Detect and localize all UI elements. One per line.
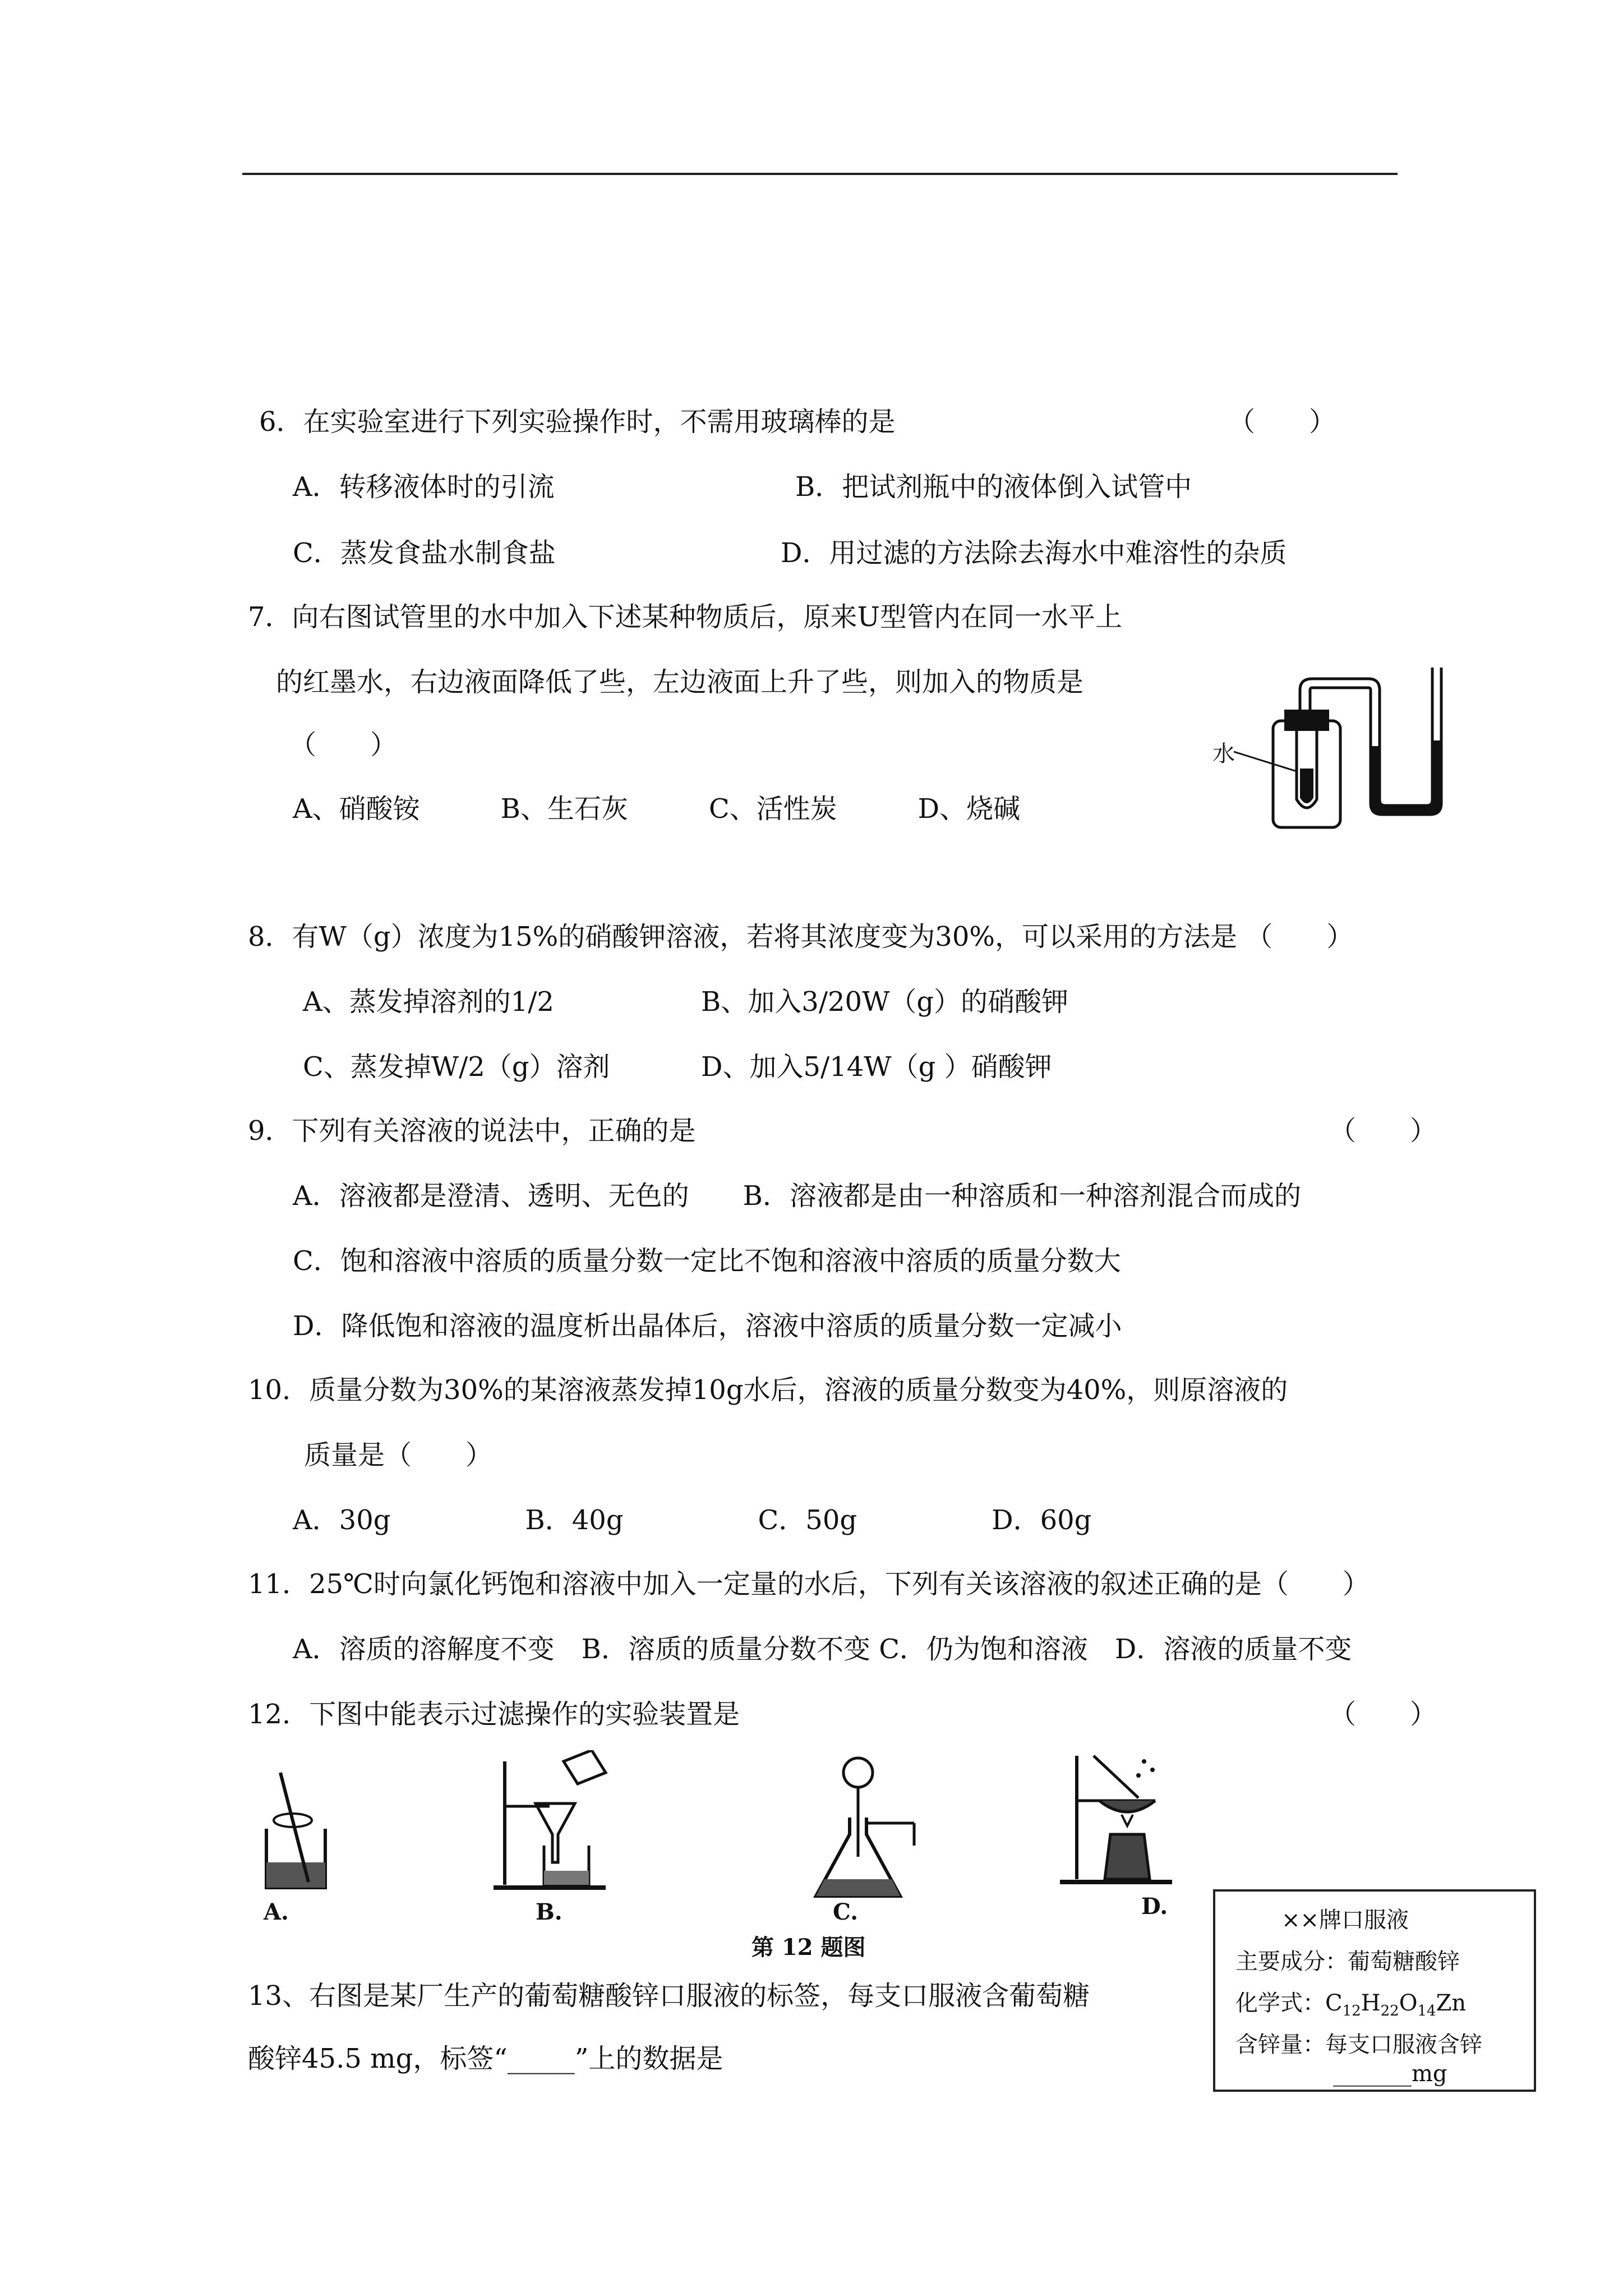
q6-option-c: C．蒸发食盐水制食盐: [293, 537, 556, 569]
q12-figure-label-d: D.: [1141, 1893, 1168, 1920]
q9-stem: 9．下列有关溶液的说法中，正确的是: [248, 1115, 696, 1147]
q13-stem-line2: 酸锌45.5 mg，标签“_____”上的数据是: [248, 2043, 723, 2074]
q12-figure-a-beaker-stirring: [252, 1767, 342, 1896]
label-chemical-formula: $C_{12}H_{22}O_{14}Zn$: [1325, 1990, 1467, 2019]
q12-figure-d-evaporation-setup: [1060, 1745, 1195, 1902]
oral-liquid-label-box: [1213, 1889, 1536, 2092]
header-rule: [242, 173, 1398, 175]
label-title: ××牌口服液: [1281, 1907, 1409, 1933]
q6-stem: 6．在实验室进行下列实验操作时，不需用玻璃棒的是: [259, 406, 896, 438]
q9-answer-bracket: （ ）: [1329, 1115, 1437, 1147]
q10-options: A．30g B．40g C．50g D．60g: [293, 1504, 1092, 1536]
q8-option-c: C、蒸发掉W/2（g）溶剂: [303, 1051, 610, 1083]
q12-figure-label-b: B.: [536, 1899, 562, 1925]
q12-stem: 12．下图中能表示过滤操作的实验装置是: [248, 1699, 740, 1730]
q8-option-a: A、蒸发掉溶剂的1/2: [303, 986, 554, 1018]
q6-option-a: A．转移液体时的引流: [293, 471, 555, 503]
q12-figure-c-flask-with-funnel: [808, 1750, 931, 1913]
label-formula-prefix: 化学式：: [1235, 1990, 1325, 2016]
q11-options: A．溶质的溶解度不变 B．溶质的质量分数不变 C．仍为饱和溶液 D．溶液的质量不变: [293, 1634, 1352, 1665]
q12-figure-caption: 第 12 题图: [751, 1934, 866, 1961]
q9-option-c: C．饱和溶液中溶质的质量分数一定比不饱和溶液中溶质的质量分数大: [293, 1245, 1121, 1277]
q7-stem-line2: 的红墨水，右边液面降低了些，左边液面上升了些，则加入的物质是: [276, 666, 1084, 698]
q6-option-b: B．把试剂瓶中的液体倒入试管中: [795, 471, 1192, 503]
q10-stem-line2: 质量是（ ）: [304, 1439, 493, 1471]
q12-answer-bracket: （ ）: [1329, 1699, 1437, 1730]
label-ingredient: 主要成分：葡萄糖酸锌: [1235, 1949, 1460, 1975]
q6-answer-bracket: （ ）: [1228, 406, 1336, 438]
q12-figure-b-filtration-setup: [494, 1750, 628, 1902]
q7-u-tube-apparatus-figure: [1200, 656, 1464, 836]
q7-answer-bracket: （ ）: [289, 729, 398, 761]
q10-stem-line1: 10．质量分数为30%的某溶液蒸发掉10g水后，溶液的质量分数变为40%，则原溶液的: [248, 1374, 1288, 1406]
q6-option-d: D．用过滤的方法除去海水中难溶性的杂质: [781, 537, 1287, 569]
q8-option-d: D、加入5/14W（g ）硝酸钾: [701, 1051, 1052, 1083]
label-zinc-blank: _______mg: [1333, 2061, 1447, 2087]
q8-stem: 8．有W（g）浓度为15%的硝酸钾溶液，若将其浓度变为30%，可以采用的方法是 （ ）: [248, 921, 1354, 953]
q7-options: A、硝酸铵 B、生石灰 C、活性炭 D、烧碱: [293, 793, 1021, 825]
q9-options-ab: A．溶液都是澄清、透明、无色的 B．溶液都是由一种溶质和一种溶剂混合而成的: [293, 1180, 1301, 1212]
q13-stem-line1: 13、右图是某厂生产的葡萄糖酸锌口服液的标签，每支口服液含葡萄糖: [248, 1980, 1090, 2012]
label-formula-row: [1235, 1989, 1466, 2025]
q12-figure-label-a: A.: [264, 1899, 289, 1925]
q11-stem: 11．25℃时向氯化钙饱和溶液中加入一定量的水后，下列有关该溶液的叙述正确的是（ ）: [248, 1568, 1370, 1600]
q12-figure-label-c: C.: [833, 1899, 859, 1925]
q7-water-label: 水: [1212, 741, 1235, 767]
label-zinc-content: 含锌量：每支口服液含锌: [1235, 2032, 1482, 2058]
q9-option-d: D．降低饱和溶液的温度析出晶体后，溶液中溶质的质量分数一定减小: [293, 1310, 1122, 1342]
q8-option-b: B、加入3/20W（g）的硝酸钾: [701, 986, 1069, 1018]
q7-stem-line1: 7．向右图试管里的水中加入下述某种物质后，原来U型管内在同一水平上: [248, 601, 1122, 633]
